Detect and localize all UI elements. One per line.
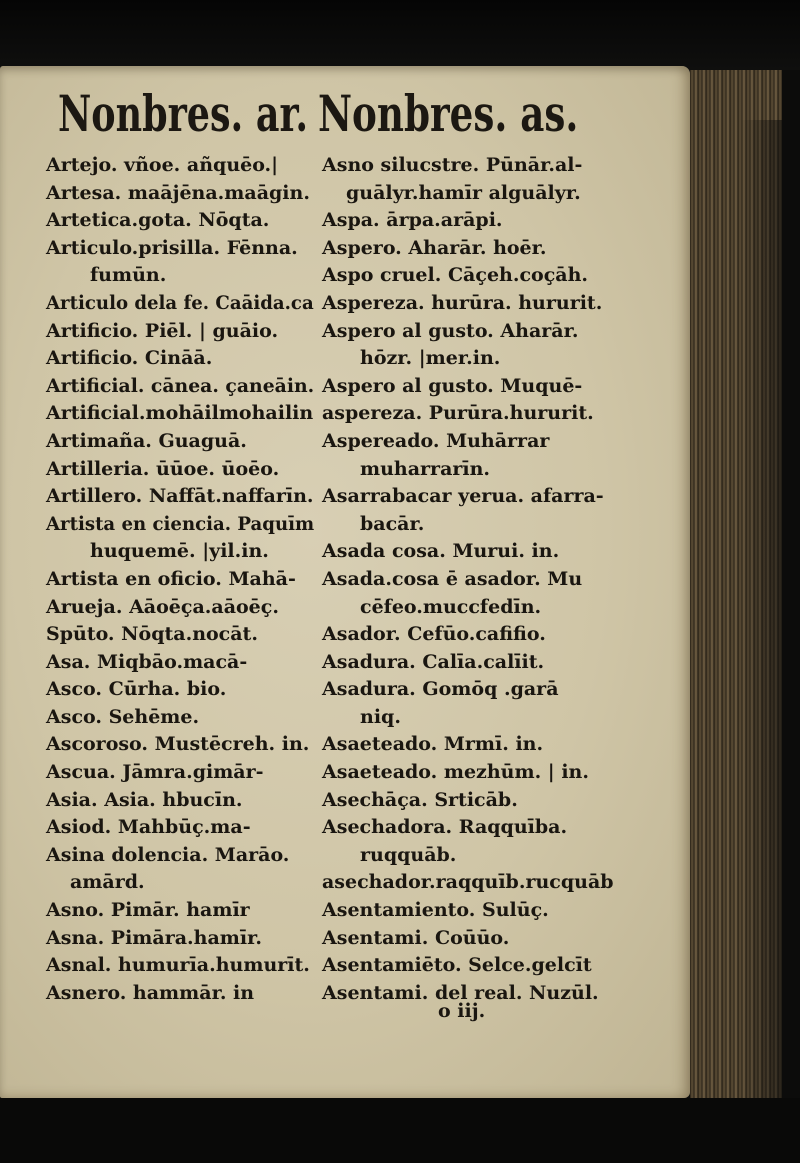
dictionary-entry: Asechadora. Raqquība.	[322, 816, 568, 839]
dictionary-entry: huquemē. |yil.in.	[90, 540, 269, 563]
dictionary-entry: Artilleria. ūūoe. ūoēo.	[46, 457, 280, 480]
running-head-left: Nonbres. ar.	[58, 84, 309, 143]
dictionary-entry: Aspero. Aharār. hoēr.	[322, 236, 547, 259]
dictionary-entry: Artesa. maājēna.maāgin.	[46, 181, 310, 204]
dictionary-entry: Aspereza. hurūra. hururit.	[322, 291, 603, 314]
dictionary-entry: Asno silucstre. Pūnār.al-	[322, 154, 583, 176]
dictionary-entry: Artimaña. Guaguā.	[46, 429, 247, 452]
dictionary-entry: Asaeteado. Mrmī. in.	[322, 733, 544, 756]
dictionary-entry: Artetica.gota. Nōqta.	[46, 209, 270, 232]
dictionary-entry: Asentamiēto. Selce.gelcīt	[322, 954, 592, 977]
dictionary-entry: Aspereado. Muhārrar	[322, 429, 550, 452]
dictionary-entry: Asada.cosa ē asador. Mu	[322, 567, 583, 590]
dictionary-entry: Artista en oficio. Mahā-	[46, 567, 296, 590]
dictionary-entry: Asnero. hammār. in	[46, 981, 255, 1004]
dictionary-entry: Asaeteado. mezhūm. | in.	[322, 761, 589, 784]
dictionary-entry: asechador.raqquīb.rucquāb	[322, 871, 614, 894]
dictionary-entry: aspereza. Purūra.hururit.	[322, 402, 594, 425]
dictionary-entry: Asco. Cūrha. bio.	[46, 678, 227, 701]
dark-background-top	[0, 0, 800, 70]
dictionary-entry: hōzr. |mer.in.	[360, 347, 501, 370]
dictionary-entry: Asada cosa. Murui. in.	[322, 540, 560, 563]
dictionary-entry: Spūto. Nōqta.nocāt.	[46, 623, 258, 646]
dictionary-entry: Aspa. ārpa.arāpi.	[322, 209, 503, 232]
dictionary-entry: guālyr.hamīr alguālyr.	[346, 181, 581, 204]
dictionary-entry: Articulo dela fe. Caāida.ca	[46, 291, 314, 314]
dictionary-entry: Aspero al gusto. Muquē-	[322, 374, 583, 397]
dictionary-entry: muharrarīn.	[360, 457, 491, 480]
dictionary-entry: Asia. Asia. hbucīn.	[46, 788, 243, 811]
dictionary-entry: Asnal. humurīa.humurīt.	[46, 954, 310, 977]
dictionary-entry: Aspero al gusto. Aharār.	[322, 319, 579, 342]
dictionary-entry: amārd.	[70, 871, 145, 894]
dictionary-entry: Asco. Sehēme.	[46, 705, 200, 728]
dark-background-bottom	[0, 1098, 800, 1163]
dictionary-entry: Arueja. Aāoēça.aāoēç.	[46, 595, 279, 618]
dictionary-entry: Asentamiento. Sulūç.	[322, 899, 549, 922]
running-head-right: Nonbres. as.	[318, 84, 579, 143]
right-column	[322, 152, 682, 1007]
dictionary-entry: Ascoroso. Mustēcreh. in.	[46, 733, 310, 756]
dictionary-entry: cēfeo.muccfedīn.	[360, 595, 542, 618]
dictionary-entry: Asechāça. Srticāb.	[322, 788, 518, 811]
left-column	[46, 152, 314, 1007]
dictionary-entry: niq.	[360, 705, 401, 728]
dictionary-entry: Asentami. Coūūo.	[322, 926, 510, 949]
dictionary-entry: Artificial.mohāilmohailin	[46, 402, 314, 425]
dictionary-entry: Artillero. Naffāt.naffarīn.	[46, 485, 314, 508]
dictionary-entry: Asno. Pimār. hamīr	[46, 899, 250, 922]
dictionary-entry: Articulo.prisilla. Fēnna.	[46, 236, 298, 259]
dictionary-entry: Asadura. Gomōq .garā	[322, 678, 559, 701]
dictionary-entry: Artificio. Piēl. | guāio.	[46, 319, 279, 342]
dictionary-entry: Artificial. cānea. çaneāin.	[46, 374, 315, 397]
dictionary-entry: bacār.	[360, 512, 425, 535]
dictionary-entry: fumūn.	[90, 264, 167, 287]
dictionary-entry: Asadura. Calīa.calīit.	[322, 650, 545, 673]
dictionary-entry: Artificio. Cināā.	[46, 347, 213, 370]
dictionary-entry: Asa. Miqbāo.macā-	[46, 650, 248, 673]
dictionary-entry: Asina dolencia. Marāo.	[46, 843, 290, 866]
dictionary-entry: Asentami. del real. Nuzūl.	[322, 981, 599, 1004]
dictionary-entry: Ascua. Jāmra.gimār-	[46, 761, 264, 784]
dictionary-entry: Asna. Pimāra.hamīr.	[46, 926, 262, 949]
book-edge-shadow	[740, 120, 785, 1100]
dictionary-entry: Asarrabacar yerua. afarra-	[322, 485, 604, 508]
dictionary-entry: Artista en ciencia. Paquīm	[46, 512, 315, 535]
dictionary-entry: Asiod. Mahbūç.ma-	[46, 816, 251, 839]
dictionary-entry: Aspo cruel. Cāçeh.coçāh.	[322, 264, 589, 287]
signature-mark: o iij.	[438, 1000, 486, 1022]
dictionary-entry: ruqquāb.	[360, 843, 457, 866]
dictionary-entry: Artejo. vñoe. añquēo.|	[46, 154, 279, 176]
dictionary-entry: Asador. Cefūo.cafifio.	[322, 623, 546, 646]
